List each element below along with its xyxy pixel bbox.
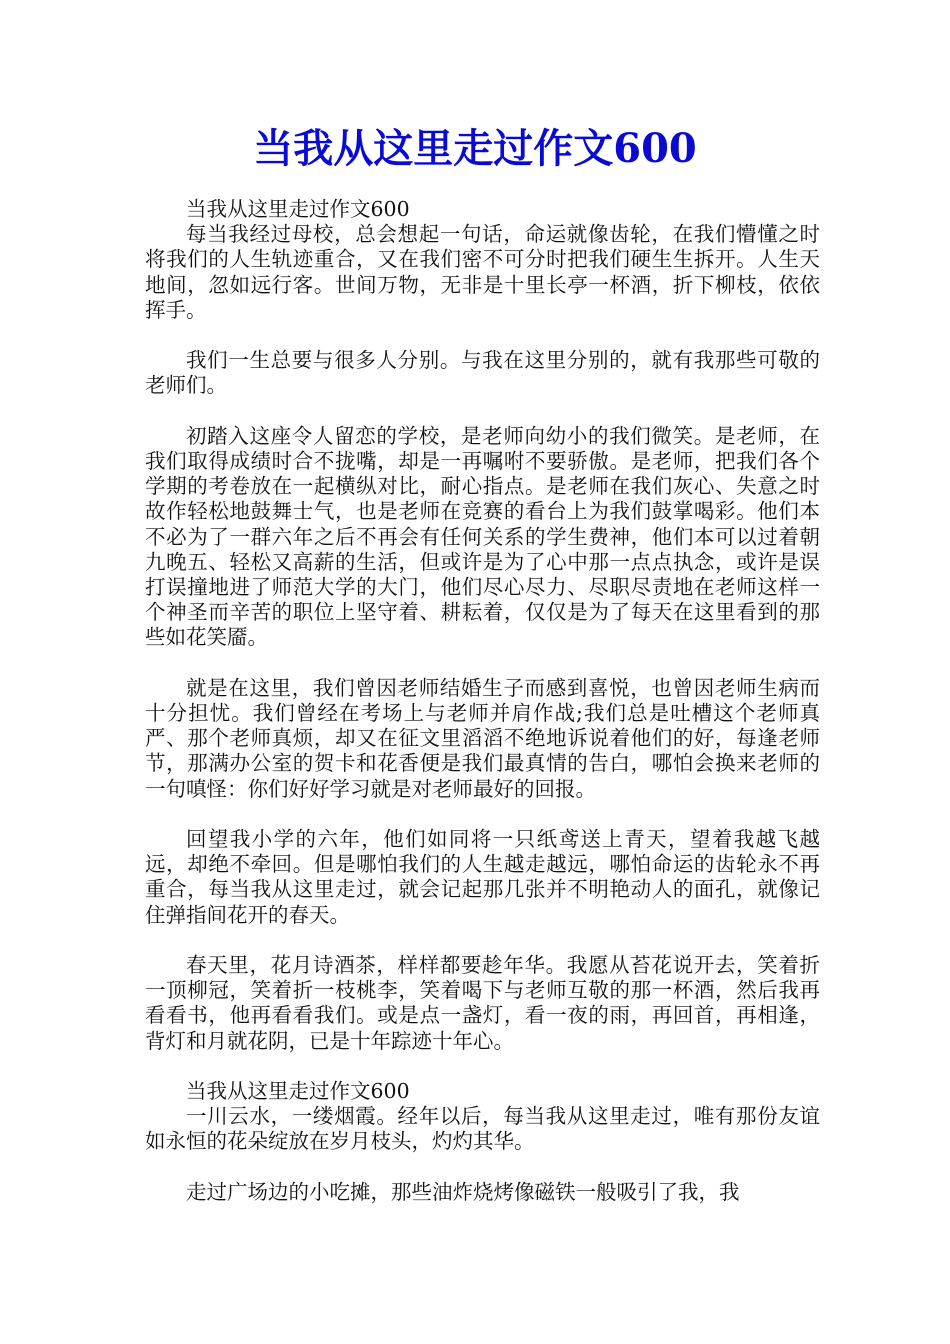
paragraph: 初踏入这座令人留恋的学校，是老师向幼小的我们微笑。是老师，在我们取得成绩时合不拢嘴，却是一再嘱咐不要骄傲。是老师，把我们各个学期的考卷放在一起横纵对比，耐心指点。是老师在我们灰心、失意之时故作轻松地鼓舞士气，也是老师在竞赛的看台上为我们鼓掌喝彩。他们本不必为了一群六年之后不再会有任何关系的学生费神，他们本可以过着朝九晚五、轻松又高薪的生活，但或许是为了心中那一点点执念，或许是误打误撞地进了师范大学的大门，他们尽心尽力、尽职尽责地在老师这样一个神圣而辛苦的职位上坚守着、耕耘着，仅仅是为了每天在这里看到的那些如花笑靥。 <box>145 423 820 650</box>
paragraph: 走过广场边的小吃摊，那些油炸烧烤像磁铁一般吸引了我，我 <box>186 1179 740 1204</box>
paragraph: 每当我经过母校，总会想起一句话，命运就像齿轮，在我们懵懂之时将我们的人生轨迹重合，又在我们密不可分时把我们硬生生拆开。人生天地间，忽如远行客。世间万物，无非是十里长亭一杯酒，折下柳枝，依依挥手。 <box>145 222 820 322</box>
paragraph: 回望我小学的六年，他们如同将一只纸鸢送上青天，望着我越飞越远，却绝不牵回。但是哪怕我们的人生越走越远，哪怕命运的齿轮永不再重合，每当我从这里走过，就会记起那几张并不明艳动人的面孔，就像记住弹指间花开的春天。 <box>145 827 820 927</box>
section-subtitle: 当我从这里走过作文600 <box>186 1079 410 1104</box>
paragraph: 春天里，花月诗酒茶，样样都要趁年华。我愿从苔花说开去，笑着折一顶柳冠，笑着折一枝桃李，笑着喝下与老师互敬的那一杯酒，然后我再看看书，他再看看我们。或是点一盏灯，看一夜的雨，再回首，再相逢，背灯和月就花阴，已是十年踪迹十年心。 <box>145 953 820 1053</box>
paragraph: 一川云水，一缕烟霞。经年以后，每当我从这里走过，唯有那份友谊如永恒的花朵绽放在岁月枝头，灼灼其华。 <box>145 1104 820 1154</box>
paragraph: 就是在这里，我们曾因老师结婚生子而感到喜悦，也曾因老师生病而十分担忧。我们曾经在考场上与老师并肩作战;我们总是吐槽这个老师真严、那个老师真烦，却又在征文里滔滔不绝地诉说着他们的好，每逢老师节，那满办公室的贺卡和花香便是我们最真情的告白，哪怕会换来老师的一句嗔怪：你们好好学习就是对老师最好的回报。 <box>145 675 820 801</box>
section-subtitle: 当我从这里走过作文600 <box>186 197 410 221</box>
document-title: 当我从这里走过作文600 <box>253 125 697 172</box>
paragraph: 我们一生总要与很多人分别。与我在这里分别的，就有我那些可敬的老师们。 <box>145 348 820 398</box>
document-body <box>145 197 820 1205</box>
